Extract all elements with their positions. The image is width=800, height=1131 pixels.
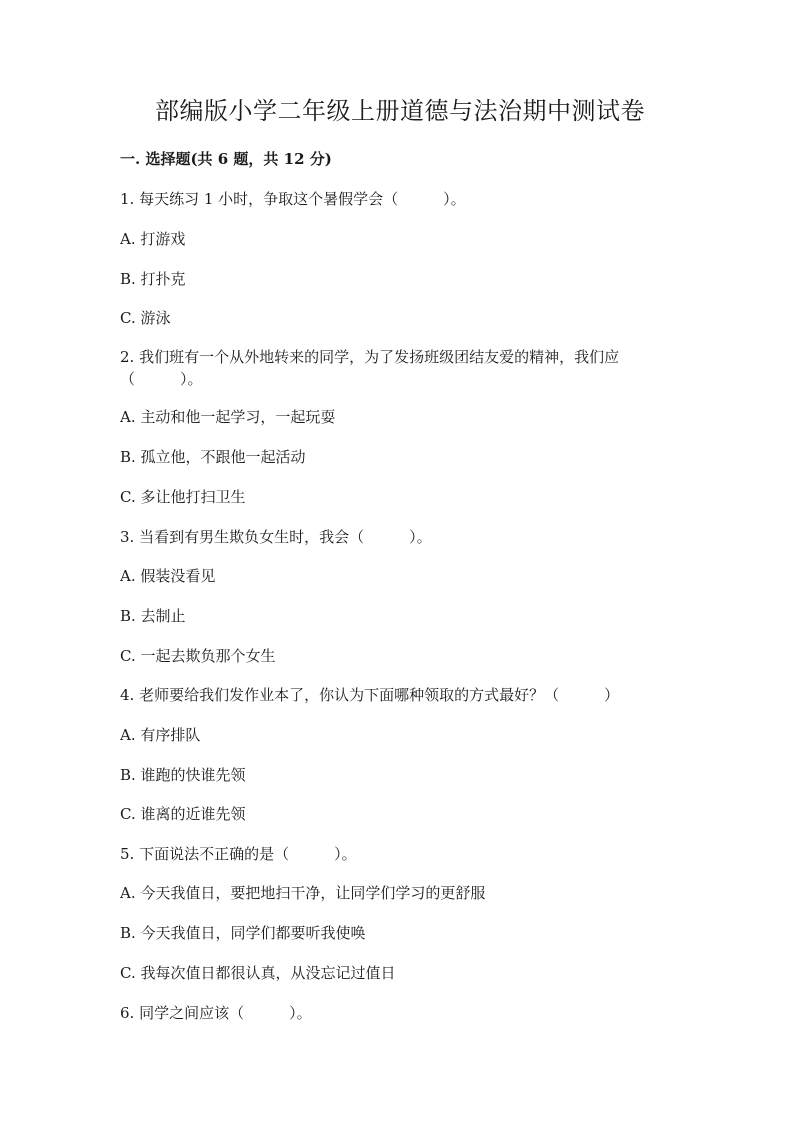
- question-2-option-c: C. 多让他打扫卫生: [120, 488, 246, 506]
- question-3-option-c: C. 一起去欺负那个女生: [120, 647, 276, 665]
- question-2-option-b: B. 孤立他，不跟他一起活动: [120, 448, 306, 466]
- question-3-option-b: B. 去制止: [120, 607, 186, 625]
- question-5-option-a: A. 今天我值日，要把地扫干净，让同学们学习的更舒服: [120, 884, 486, 902]
- question-5-option-b: B. 今天我值日，同学们都要听我使唤: [120, 924, 366, 942]
- question-2-stem-line-2: （ ）。: [120, 370, 203, 388]
- question-4-stem: 4. 老师要给我们发作业本了，你认为下面哪种领取的方式最好？（ ）: [120, 686, 620, 704]
- question-4-option-b: B. 谁跑的快谁先领: [120, 766, 246, 784]
- page-title: 部编版小学二年级上册道德与法治期中测试卷: [155, 97, 645, 125]
- question-2-stem-line-1: 2. 我们班有一个从外地转来的同学，为了发扬班级团结友爱的精神，我们应: [120, 348, 620, 366]
- question-3-option-a: A. 假装没看见: [120, 567, 216, 585]
- question-1-option-b: B. 打扑克: [120, 270, 186, 288]
- question-1-option-c: C. 游泳: [120, 309, 171, 327]
- question-3-stem: 3. 当看到有男生欺负女生时，我会（ ）。: [120, 528, 432, 546]
- question-5-stem: 5. 下面说法不正确的是（ ）。: [120, 845, 357, 863]
- section-heading: 一. 选择题(共 6 题，共 12 分): [120, 150, 332, 168]
- question-4-option-c: C. 谁离的近谁先领: [120, 805, 246, 823]
- question-5-option-c: C. 我每次值日都很认真，从没忘记过值日: [120, 964, 396, 982]
- question-2-option-a: A. 主动和他一起学习，一起玩耍: [120, 408, 336, 426]
- question-4-option-a: A. 有序排队: [120, 726, 201, 744]
- question-6-stem: 6. 同学之间应该（ ）。: [120, 1004, 312, 1022]
- question-1-option-a: A. 打游戏: [120, 230, 186, 248]
- question-1-stem: 1. 每天练习 1 小时，争取这个暑假学会（ ）。: [120, 190, 466, 208]
